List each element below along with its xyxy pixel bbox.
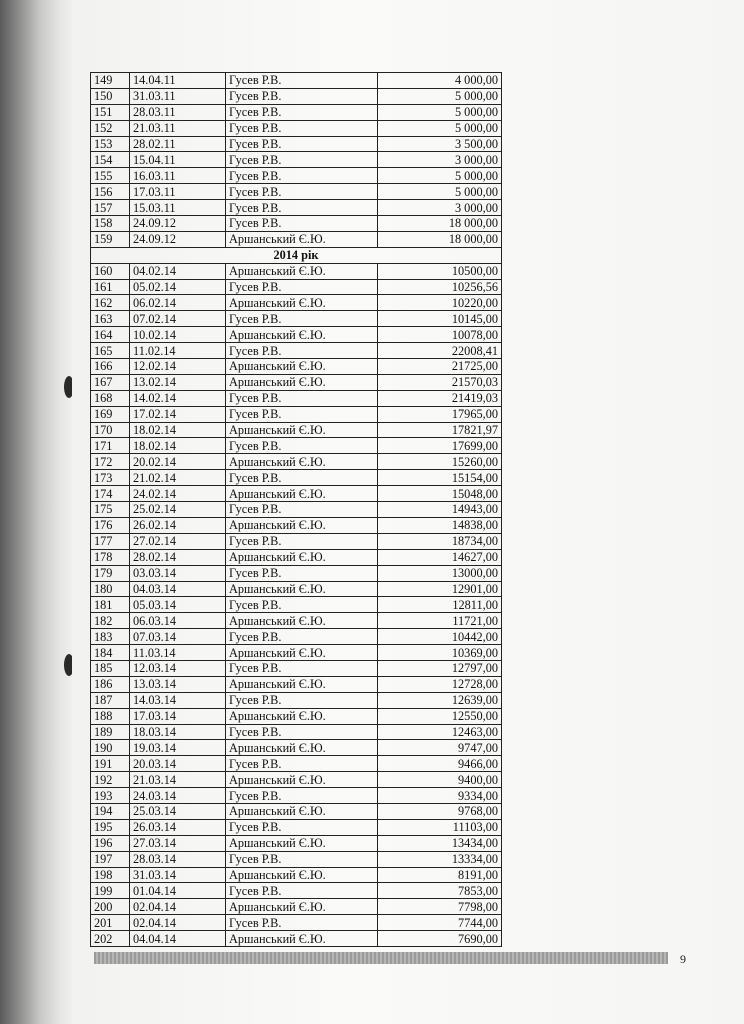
row-number-cell: 192 — [91, 772, 130, 788]
name-cell: Аршанський Є.Ю. — [226, 263, 378, 279]
name-cell: Гусев Р.В. — [226, 660, 378, 676]
amount-cell: 18 000,00 — [378, 231, 502, 247]
name-cell: Аршанський Є.Ю. — [226, 327, 378, 343]
name-cell: Гусев Р.В. — [226, 533, 378, 549]
row-number-cell: 172 — [91, 454, 130, 470]
amount-cell: 3 000,00 — [378, 152, 502, 168]
table-row — [91, 231, 502, 247]
date-cell: 15.03.11 — [130, 200, 226, 216]
row-number-cell: 160 — [91, 263, 130, 279]
binding-shadow — [0, 0, 72, 1024]
amount-cell: 11721,00 — [378, 613, 502, 629]
amount-cell: 13334,00 — [378, 851, 502, 867]
table-row — [91, 708, 502, 724]
name-cell: Аршанський Є.Ю. — [226, 867, 378, 883]
amount-cell: 10256,56 — [378, 279, 502, 295]
date-cell: 12.02.14 — [130, 359, 226, 375]
amount-cell: 5 000,00 — [378, 168, 502, 184]
name-cell: Гусев Р.В. — [226, 104, 378, 120]
table-row — [91, 104, 502, 120]
table-row — [91, 613, 502, 629]
date-cell: 11.02.14 — [130, 343, 226, 359]
table-row — [91, 724, 502, 740]
date-cell: 28.02.11 — [130, 136, 226, 152]
amount-cell: 11103,00 — [378, 819, 502, 835]
amount-cell: 7798,00 — [378, 899, 502, 915]
date-cell: 28.03.11 — [130, 104, 226, 120]
amount-cell: 22008,41 — [378, 343, 502, 359]
amount-cell: 9747,00 — [378, 740, 502, 756]
row-number-cell: 182 — [91, 613, 130, 629]
row-number-cell: 174 — [91, 486, 130, 502]
table-row — [91, 200, 502, 216]
row-number-cell: 173 — [91, 470, 130, 486]
name-cell: Аршанський Є.Ю. — [226, 295, 378, 311]
table-row — [91, 374, 502, 390]
amount-cell: 10078,00 — [378, 327, 502, 343]
table-row — [91, 772, 502, 788]
row-number-cell: 189 — [91, 724, 130, 740]
table-row — [91, 517, 502, 533]
date-cell: 05.03.14 — [130, 597, 226, 613]
date-cell: 05.02.14 — [130, 279, 226, 295]
name-cell: Аршанський Є.Ю. — [226, 454, 378, 470]
date-cell: 17.02.14 — [130, 406, 226, 422]
row-number-cell: 179 — [91, 565, 130, 581]
row-number-cell: 159 — [91, 231, 130, 247]
row-number-cell: 153 — [91, 136, 130, 152]
amount-cell: 21725,00 — [378, 359, 502, 375]
row-number-cell: 154 — [91, 152, 130, 168]
date-cell: 06.03.14 — [130, 613, 226, 629]
date-cell: 21.03.14 — [130, 772, 226, 788]
date-cell: 02.04.14 — [130, 899, 226, 915]
row-number-cell: 199 — [91, 883, 130, 899]
row-number-cell: 166 — [91, 359, 130, 375]
row-number-cell: 164 — [91, 327, 130, 343]
row-number-cell: 193 — [91, 788, 130, 804]
row-number-cell: 170 — [91, 422, 130, 438]
row-number-cell: 178 — [91, 549, 130, 565]
row-number-cell: 194 — [91, 803, 130, 819]
amount-cell: 12550,00 — [378, 708, 502, 724]
date-cell: 07.03.14 — [130, 629, 226, 645]
date-cell: 21.02.14 — [130, 470, 226, 486]
row-number-cell: 162 — [91, 295, 130, 311]
table-row — [91, 152, 502, 168]
table-row — [91, 899, 502, 915]
year-heading-row — [91, 247, 502, 263]
table-row — [91, 740, 502, 756]
row-number-cell: 161 — [91, 279, 130, 295]
table-row — [91, 486, 502, 502]
row-number-cell: 190 — [91, 740, 130, 756]
date-cell: 02.04.14 — [130, 915, 226, 931]
name-cell: Аршанський Є.Ю. — [226, 613, 378, 629]
date-cell: 06.02.14 — [130, 295, 226, 311]
name-cell: Гусев Р.В. — [226, 200, 378, 216]
name-cell: Гусев Р.В. — [226, 819, 378, 835]
date-cell: 01.04.14 — [130, 883, 226, 899]
date-cell: 03.03.14 — [130, 565, 226, 581]
name-cell: Гусев Р.В. — [226, 88, 378, 104]
row-number-cell: 202 — [91, 931, 130, 947]
table-row — [91, 533, 502, 549]
table-row — [91, 645, 502, 661]
year-heading: 2014 рік — [91, 247, 502, 263]
row-number-cell: 196 — [91, 835, 130, 851]
amount-cell: 12728,00 — [378, 676, 502, 692]
amount-cell: 7690,00 — [378, 931, 502, 947]
table-row — [91, 359, 502, 375]
amount-cell: 5 000,00 — [378, 120, 502, 136]
table-row — [91, 454, 502, 470]
amount-cell: 7744,00 — [378, 915, 502, 931]
row-number-cell: 200 — [91, 899, 130, 915]
date-cell: 04.03.14 — [130, 581, 226, 597]
amount-cell: 10145,00 — [378, 311, 502, 327]
date-cell: 31.03.11 — [130, 88, 226, 104]
name-cell: Аршанський Є.Ю. — [226, 359, 378, 375]
row-number-cell: 150 — [91, 88, 130, 104]
date-cell: 31.03.14 — [130, 867, 226, 883]
table-row — [91, 597, 502, 613]
date-cell: 24.09.12 — [130, 216, 226, 232]
name-cell: Гусев Р.В. — [226, 73, 378, 89]
table-row — [91, 88, 502, 104]
name-cell: Гусев Р.В. — [226, 390, 378, 406]
row-number-cell: 197 — [91, 851, 130, 867]
date-cell: 28.03.14 — [130, 851, 226, 867]
amount-cell: 15260,00 — [378, 454, 502, 470]
date-cell: 20.02.14 — [130, 454, 226, 470]
date-cell: 24.02.14 — [130, 486, 226, 502]
date-cell: 20.03.14 — [130, 756, 226, 772]
name-cell: Гусев Р.В. — [226, 597, 378, 613]
date-cell: 26.02.14 — [130, 517, 226, 533]
row-number-cell: 157 — [91, 200, 130, 216]
row-number-cell: 195 — [91, 819, 130, 835]
name-cell: Аршанський Є.Ю. — [226, 645, 378, 661]
row-number-cell: 167 — [91, 374, 130, 390]
amount-cell: 5 000,00 — [378, 184, 502, 200]
date-cell: 17.03.11 — [130, 184, 226, 200]
row-number-cell: 183 — [91, 629, 130, 645]
amount-cell: 4 000,00 — [378, 73, 502, 89]
table-row — [91, 422, 502, 438]
date-cell: 21.03.11 — [130, 120, 226, 136]
amount-cell: 21570,03 — [378, 374, 502, 390]
date-cell: 11.03.14 — [130, 645, 226, 661]
name-cell: Аршанський Є.Ю. — [226, 931, 378, 947]
amount-cell: 8191,00 — [378, 867, 502, 883]
name-cell: Аршанський Є.Ю. — [226, 517, 378, 533]
amount-cell: 12463,00 — [378, 724, 502, 740]
name-cell: Гусев Р.В. — [226, 279, 378, 295]
name-cell: Аршанський Є.Ю. — [226, 740, 378, 756]
name-cell: Гусев Р.В. — [226, 692, 378, 708]
name-cell: Гусев Р.В. — [226, 565, 378, 581]
date-cell: 12.03.14 — [130, 660, 226, 676]
date-cell: 27.02.14 — [130, 533, 226, 549]
name-cell: Гусев Р.В. — [226, 470, 378, 486]
date-cell: 25.02.14 — [130, 502, 226, 518]
row-number-cell: 163 — [91, 311, 130, 327]
amount-cell: 14943,00 — [378, 502, 502, 518]
table-row — [91, 549, 502, 565]
page-number: 9 — [680, 952, 686, 966]
table-row — [91, 660, 502, 676]
date-cell: 28.02.14 — [130, 549, 226, 565]
table-row — [91, 692, 502, 708]
amount-cell: 15154,00 — [378, 470, 502, 486]
amount-cell: 14627,00 — [378, 549, 502, 565]
name-cell: Аршанський Є.Ю. — [226, 899, 378, 915]
amount-cell: 13434,00 — [378, 835, 502, 851]
name-cell: Гусев Р.В. — [226, 851, 378, 867]
date-cell: 10.02.14 — [130, 327, 226, 343]
row-number-cell: 169 — [91, 406, 130, 422]
row-number-cell: 175 — [91, 502, 130, 518]
amount-cell: 12811,00 — [378, 597, 502, 613]
name-cell: Гусев Р.В. — [226, 883, 378, 899]
table-row — [91, 883, 502, 899]
row-number-cell: 168 — [91, 390, 130, 406]
table-row — [91, 803, 502, 819]
amount-cell: 18734,00 — [378, 533, 502, 549]
row-number-cell: 149 — [91, 73, 130, 89]
date-cell: 18.02.14 — [130, 422, 226, 438]
date-cell: 18.03.14 — [130, 724, 226, 740]
name-cell: Гусев Р.В. — [226, 152, 378, 168]
row-number-cell: 165 — [91, 343, 130, 359]
name-cell: Аршанський Є.Ю. — [226, 549, 378, 565]
amount-cell: 9400,00 — [378, 772, 502, 788]
payments-table-body — [91, 73, 502, 947]
amount-cell: 17965,00 — [378, 406, 502, 422]
name-cell: Гусев Р.В. — [226, 311, 378, 327]
amount-cell: 17699,00 — [378, 438, 502, 454]
table-row — [91, 629, 502, 645]
row-number-cell: 198 — [91, 867, 130, 883]
row-number-cell: 186 — [91, 676, 130, 692]
date-cell: 24.03.14 — [130, 788, 226, 804]
amount-cell: 5 000,00 — [378, 104, 502, 120]
name-cell: Гусев Р.В. — [226, 406, 378, 422]
payments-table — [90, 72, 502, 947]
row-number-cell: 180 — [91, 581, 130, 597]
date-cell: 18.02.14 — [130, 438, 226, 454]
date-cell: 17.03.14 — [130, 708, 226, 724]
row-number-cell: 152 — [91, 120, 130, 136]
date-cell: 27.03.14 — [130, 835, 226, 851]
table-row — [91, 756, 502, 772]
table-row — [91, 581, 502, 597]
amount-cell: 10500,00 — [378, 263, 502, 279]
amount-cell: 18 000,00 — [378, 216, 502, 232]
name-cell: Гусев Р.В. — [226, 184, 378, 200]
table-row — [91, 216, 502, 232]
name-cell: Аршанський Є.Ю. — [226, 803, 378, 819]
table-row — [91, 343, 502, 359]
table-row — [91, 470, 502, 486]
table-row — [91, 311, 502, 327]
table-row — [91, 168, 502, 184]
name-cell: Гусев Р.В. — [226, 756, 378, 772]
amount-cell: 9466,00 — [378, 756, 502, 772]
name-cell: Гусев Р.В. — [226, 788, 378, 804]
table-row — [91, 136, 502, 152]
date-cell: 13.02.14 — [130, 374, 226, 390]
name-cell: Аршанський Є.Ю. — [226, 581, 378, 597]
name-cell: Гусев Р.В. — [226, 343, 378, 359]
name-cell: Гусев Р.В. — [226, 915, 378, 931]
row-number-cell: 185 — [91, 660, 130, 676]
table-row — [91, 788, 502, 804]
table-row — [91, 327, 502, 343]
amount-cell: 7853,00 — [378, 883, 502, 899]
footer-bar — [94, 952, 668, 964]
table-row — [91, 931, 502, 947]
date-cell: 15.04.11 — [130, 152, 226, 168]
name-cell: Гусев Р.В. — [226, 724, 378, 740]
amount-cell: 12639,00 — [378, 692, 502, 708]
amount-cell: 15048,00 — [378, 486, 502, 502]
date-cell: 25.03.14 — [130, 803, 226, 819]
row-number-cell: 181 — [91, 597, 130, 613]
name-cell: Аршанський Є.Ю. — [226, 772, 378, 788]
row-number-cell: 184 — [91, 645, 130, 661]
row-number-cell: 155 — [91, 168, 130, 184]
amount-cell: 9768,00 — [378, 803, 502, 819]
date-cell: 16.03.11 — [130, 168, 226, 184]
table-row — [91, 676, 502, 692]
name-cell: Аршанський Є.Ю. — [226, 835, 378, 851]
row-number-cell: 187 — [91, 692, 130, 708]
amount-cell: 3 000,00 — [378, 200, 502, 216]
date-cell: 13.03.14 — [130, 676, 226, 692]
table-row — [91, 406, 502, 422]
amount-cell: 14838,00 — [378, 517, 502, 533]
date-cell: 14.04.11 — [130, 73, 226, 89]
row-number-cell: 151 — [91, 104, 130, 120]
table-row — [91, 120, 502, 136]
amount-cell: 21419,03 — [378, 390, 502, 406]
name-cell: Аршанський Є.Ю. — [226, 231, 378, 247]
name-cell: Гусев Р.В. — [226, 136, 378, 152]
date-cell: 14.02.14 — [130, 390, 226, 406]
name-cell: Гусев Р.В. — [226, 120, 378, 136]
name-cell: Гусев Р.В. — [226, 168, 378, 184]
row-number-cell: 177 — [91, 533, 130, 549]
amount-cell: 12901,00 — [378, 581, 502, 597]
row-number-cell: 171 — [91, 438, 130, 454]
table-row — [91, 73, 502, 89]
table-row — [91, 184, 502, 200]
amount-cell: 10220,00 — [378, 295, 502, 311]
name-cell: Аршанський Є.Ю. — [226, 486, 378, 502]
date-cell: 26.03.14 — [130, 819, 226, 835]
name-cell: Аршанський Є.Ю. — [226, 374, 378, 390]
table-row — [91, 438, 502, 454]
table-row — [91, 502, 502, 518]
name-cell: Аршанський Є.Ю. — [226, 422, 378, 438]
date-cell: 04.04.14 — [130, 931, 226, 947]
date-cell: 19.03.14 — [130, 740, 226, 756]
date-cell: 07.02.14 — [130, 311, 226, 327]
name-cell: Гусев Р.В. — [226, 216, 378, 232]
table-row — [91, 915, 502, 931]
table-row — [91, 835, 502, 851]
date-cell: 24.09.12 — [130, 231, 226, 247]
table-row — [91, 819, 502, 835]
amount-cell: 12797,00 — [378, 660, 502, 676]
table-row — [91, 263, 502, 279]
row-number-cell: 156 — [91, 184, 130, 200]
date-cell: 14.03.14 — [130, 692, 226, 708]
row-number-cell: 201 — [91, 915, 130, 931]
name-cell: Аршанський Є.Ю. — [226, 708, 378, 724]
amount-cell: 9334,00 — [378, 788, 502, 804]
name-cell: Гусев Р.В. — [226, 438, 378, 454]
amount-cell: 5 000,00 — [378, 88, 502, 104]
table-row — [91, 851, 502, 867]
name-cell: Гусев Р.В. — [226, 502, 378, 518]
row-number-cell: 191 — [91, 756, 130, 772]
row-number-cell: 176 — [91, 517, 130, 533]
table-row — [91, 867, 502, 883]
amount-cell: 17821,97 — [378, 422, 502, 438]
table-row — [91, 565, 502, 581]
amount-cell: 10369,00 — [378, 645, 502, 661]
name-cell: Гусев Р.В. — [226, 629, 378, 645]
date-cell: 04.02.14 — [130, 263, 226, 279]
name-cell: Аршанський Є.Ю. — [226, 676, 378, 692]
table-row — [91, 279, 502, 295]
amount-cell: 3 500,00 — [378, 136, 502, 152]
amount-cell: 10442,00 — [378, 629, 502, 645]
table-row — [91, 390, 502, 406]
amount-cell: 13000,00 — [378, 565, 502, 581]
row-number-cell: 188 — [91, 708, 130, 724]
row-number-cell: 158 — [91, 216, 130, 232]
table-row — [91, 295, 502, 311]
